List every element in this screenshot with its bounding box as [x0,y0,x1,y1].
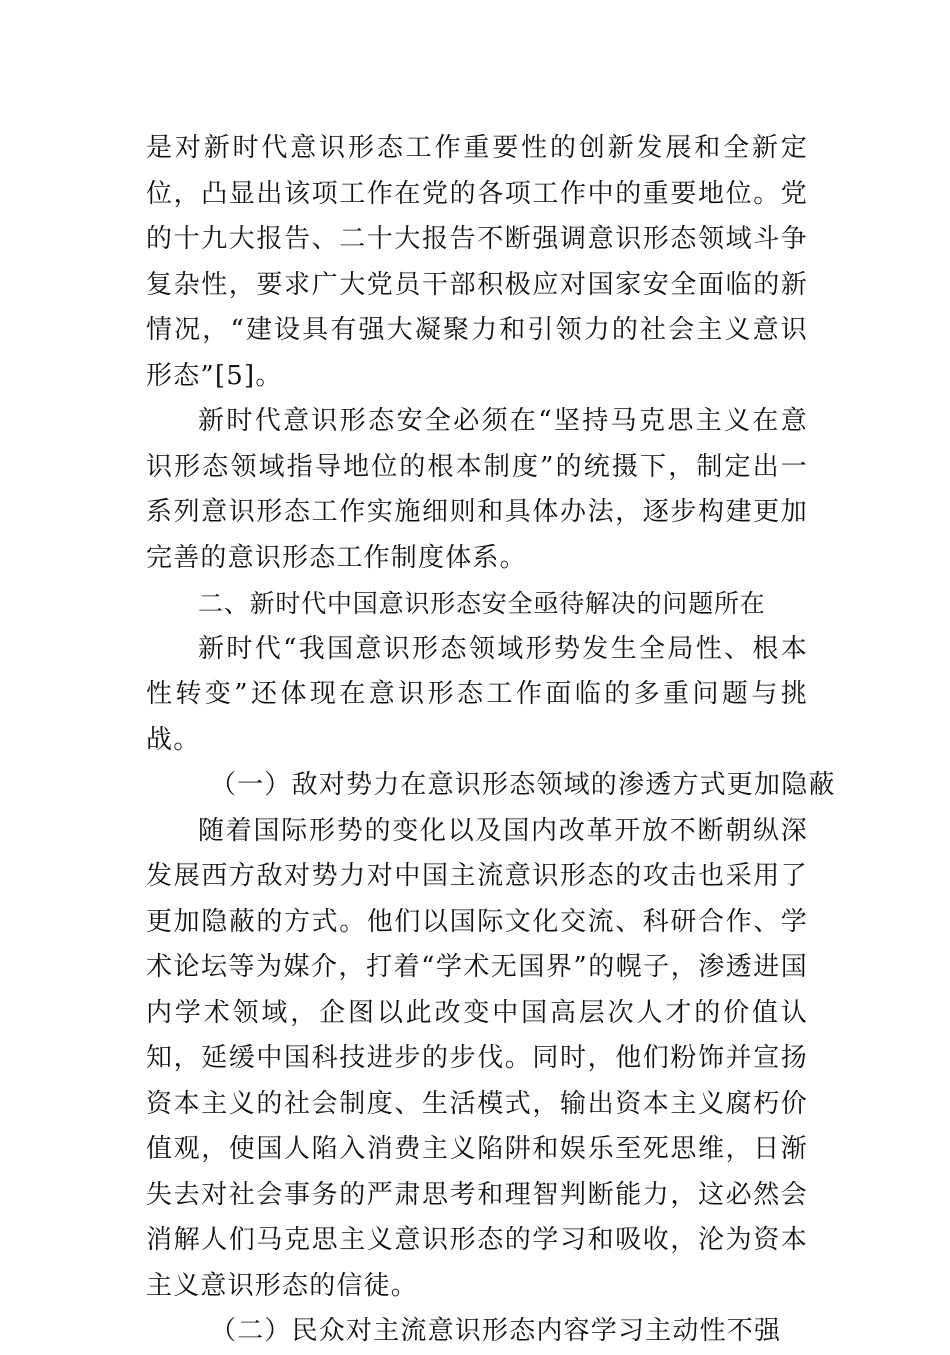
subsection-heading-two: （二）民众对主流意识形态内容学习主动性不强 [210,1316,782,1346]
section-heading-two: 二、新时代中国意识形态安全亟待解决的问题所在 [198,589,766,618]
document-body [146,126,836,1355]
paragraph-continuation: 是对新时代意识形态工作重要性的创新发展和全新定位，凸显出该项工作在党的各项工作中的重要地位。党的十九大报告、二十大报告不断强调意识形态领域斗争复杂性，要求广大党员干部积极应对国家安全面临的新情况，“建设具有强大凝聚力和引领力的社会主义意识形态”[5]。 [146,133,808,391]
paragraph-hostile-infiltration: 随着国际形势的变化以及国内改革开放不断朝纵深发展西方敌对势力对中国主流意识形态的攻击也采用了更加隐蔽的方式。他们以国际文化交流、科研合作、学术论坛等为媒介，打着“学术无国界”的幌子，渗透进国内学术领域，企图以此改变中国高层次人才的价值认知，延缓中国科技进步的步伐。同时，他们粉饰并宣扬资本主义的社会制度、生活模式，输出资本主义腐朽价值观，使国人陷入消费主义陷阱和娱乐至死思维，日渐失去对社会事务的严肃思考和理智判断能力，这必然会消解人们马克思主义意识形态的学习和吸收，沦为资本主义意识形态的信徒。 [146,815,808,1301]
paragraph-challenges-intro: 新时代“我国意识形态领域形势发生全局性、根本性转变”还体现在意识形态工作面临的多重问题与挑战。 [146,633,808,755]
paragraph-ideology-system: 新时代意识形态安全必须在“坚持马克思主义在意识形态领域指导地位的根本制度”的统摄下，制定出一系列意识形态工作实施细则和具体办法，逐步构建更加完善的意识形态工作制度体系。 [146,406,808,573]
subsection-heading-one: （一）敌对势力在意识形态领域的渗透方式更加隐蔽 [210,770,836,800]
